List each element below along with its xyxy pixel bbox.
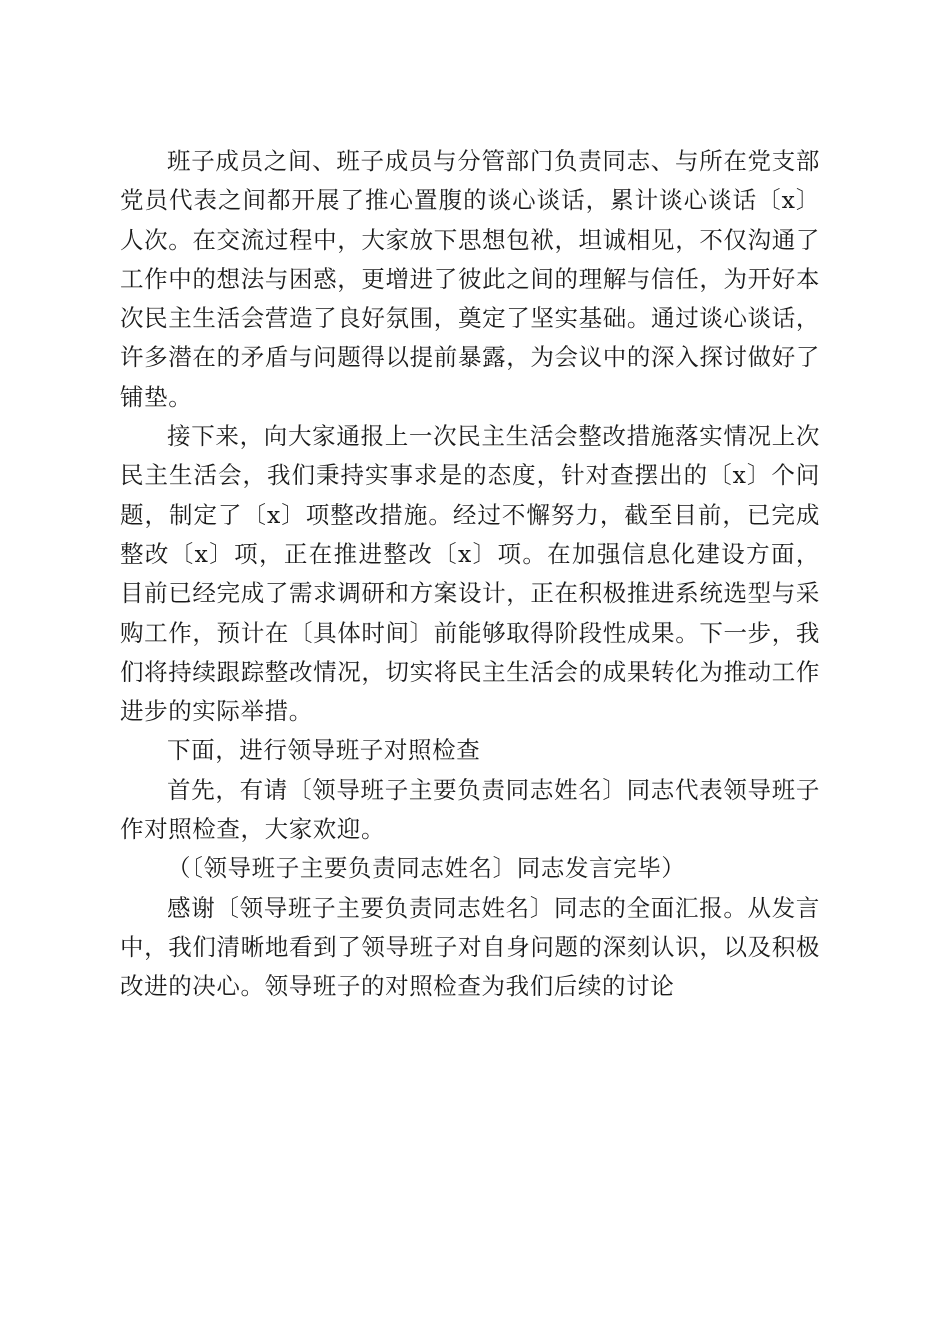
paragraph-rectification-report: 接下来，向大家通报上一次民主生活会整改措施落实情况上次民主生活会，我们秉持实事求是的态度，针对查摆出的〔x〕个问题，制定了〔x〕项整改措施。经过不懈努力，截至目前，已完成整改〔x〕项，正在推进整改〔x〕项。在加强信息化建设方面，目前已经完成了需求调研和方案设计，正在积极推进系统选型与采购工作，预计在〔具体时间〕前能够取得阶段性成果。下一步，我们将持续跟踪整改情况，切实将民主生活会的成果转化为推动工作进步的实际举措。: [120, 422, 820, 726]
paragraph-talks: 班子成员之间、班子成员与分管部门负责同志、与所在党支部党员代表之间都开展了推心置腹的谈心谈话，累计谈心谈话〔x〕人次。在交流过程中，大家放下思想包袱，坦诚相见，不仅沟通了工作中的想法与困惑，更增进了彼此之间的理解与信任，为开好本次民主生活会营造了良好氛围，奠定了坚实基础。通过谈心谈话，许多潜在的矛盾与问题得以提前暴露，为会议中的深入探讨做好了铺垫。: [120, 147, 820, 411]
paragraph-speech-note: （〔领导班子主要负责同志姓名〕同志发言完毕）: [167, 854, 686, 883]
paragraph-section-intro: 下面，进行领导班子对照检查: [167, 736, 481, 765]
document-body: [120, 142, 820, 1007]
paragraph-thanks: 感谢〔领导班子主要负责同志姓名〕同志的全面汇报。从发言中，我们清晰地看到了领导班子对自身问题的深刻认识，以及积极改进的决心。领导班子的对照检查为我们后续的讨论: [120, 893, 820, 1001]
paragraph-invite-speaker: 首先，有请〔领导班子主要负责同志姓名〕同志代表领导班子作对照检查，大家欢迎。: [120, 775, 820, 844]
